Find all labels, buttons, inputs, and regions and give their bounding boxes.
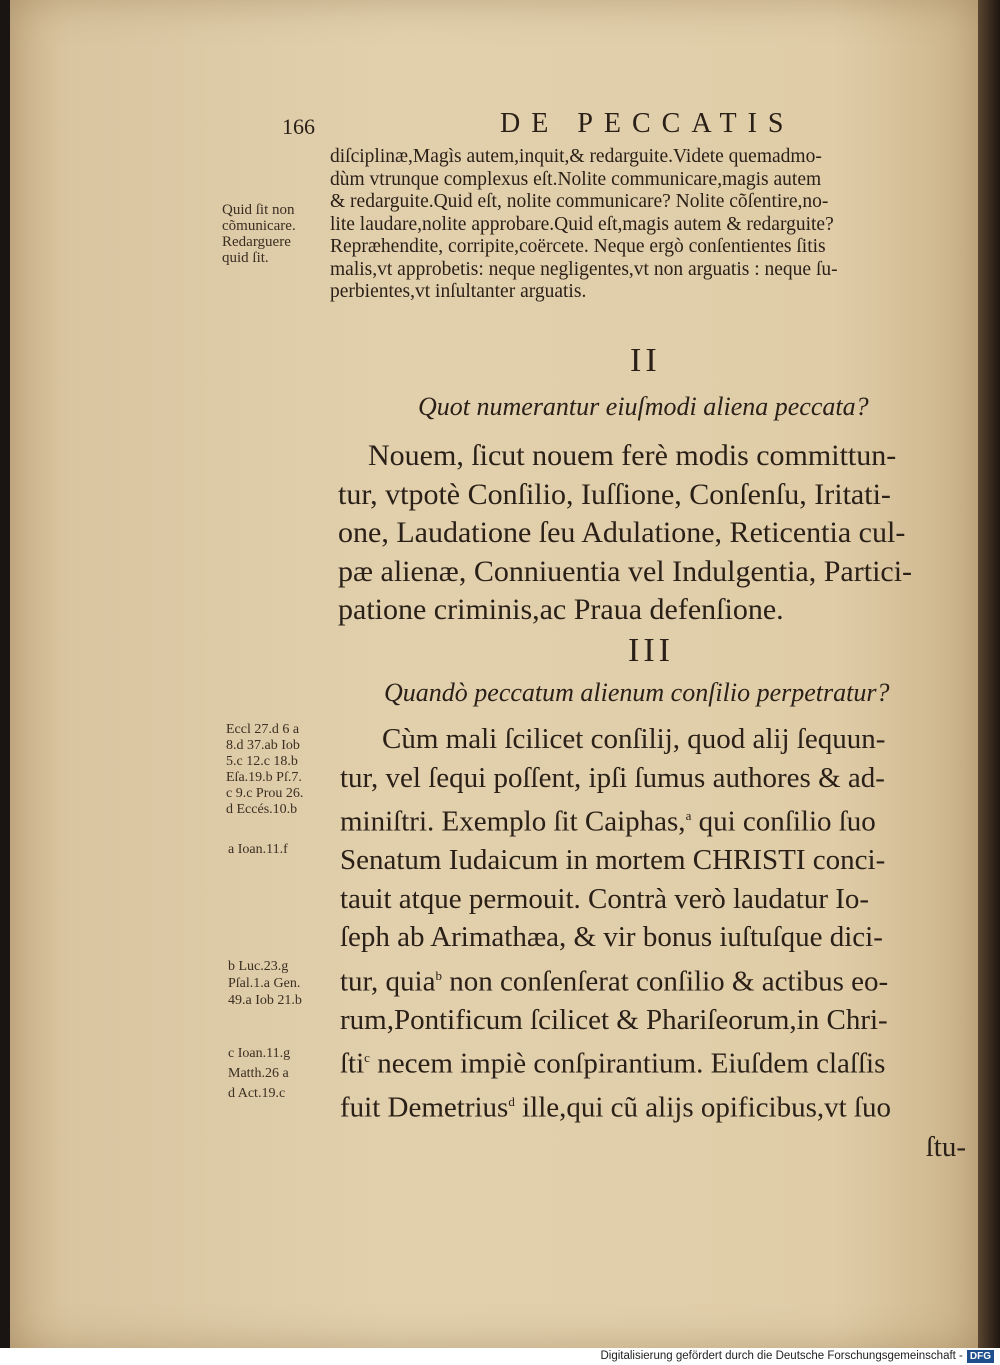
text-line: Nouem, ſicut nouem ferè modis committun- [368, 439, 897, 472]
page-number: 166 [282, 114, 315, 139]
intro-paragraph [330, 146, 978, 304]
margin-line: cõmunicare. [222, 218, 296, 234]
text-line: malis,vt approbetis: neque negligentes,vt non arguatis : neque ſu- [330, 258, 838, 280]
margin-ref-b [228, 958, 302, 1009]
text-line: pæ alienæ, Conniuentia vel Indulgentia, Partici- [338, 554, 913, 588]
margin-line: 8.d 37.ab Iob [226, 738, 300, 753]
catchword: ſtu- [925, 1130, 966, 1163]
section-number-ii: II [630, 342, 661, 379]
margin-note-top [222, 202, 296, 266]
text-span: necem impiè conſpirantium. Eiuſdem claſſis [369, 1047, 886, 1080]
margin-line: quid ſit. [222, 250, 269, 266]
text-line: rum,Pontificum ſcilicet & Phariſeorum,in Chri- [340, 1003, 888, 1036]
text-line: Cùm mali ſcilicet conſilij, quod alij ſequun- [382, 723, 886, 755]
text-line: patione criminis,ac Praua defenſione. [338, 593, 784, 626]
text-line: Senatum Iudaicum in mortem CHRISTI conci- [340, 844, 886, 877]
margin-line: d Eccés.10.b [226, 802, 298, 817]
footer-text: Digitalisierung gefördert durch die Deutsche Forschungsgemeinschaft - [600, 1350, 963, 1362]
section-answer-ii [338, 437, 978, 630]
margin-line: Eſa.19.b Pſ.7. [226, 770, 302, 785]
section-question-ii: Quot numerantur eiuſmodi aliena peccata? [418, 392, 869, 421]
margin-line: 5.c 12.c 18.b [226, 754, 298, 769]
text-span: ſti [340, 1047, 365, 1080]
section-number-iii: III [628, 632, 674, 669]
text-line: diſciplinæ,Magìs autem,inquit,& redarguite.Videte quemadmo- [330, 146, 822, 167]
text-line: dùm vtrunque complexus eſt.Nolite communicare,magis autem [330, 168, 822, 190]
digitization-footer [0, 1348, 1000, 1365]
text-line [340, 957, 980, 1001]
text-line: Repræhendite, corripite,coërcete. Neque ergò conſentientes ſitis [330, 236, 826, 257]
margin-ref-a: a Ioan.11.f [228, 842, 288, 857]
margin-ref-c [228, 1044, 290, 1104]
footnote-marker: a [685, 808, 692, 823]
text-span: qui conſilio ſuo [691, 805, 876, 838]
text-span: fuit Demetrius [340, 1092, 509, 1125]
text-line: ſeph ab Arimathæa, & vir bonus iuſtuſque dici- [340, 921, 883, 954]
section-answer-iii [340, 720, 980, 1166]
margin-line: Quid ſit non [222, 202, 295, 218]
text-span: tur, quia [340, 965, 436, 998]
footnote-marker: c [364, 1050, 370, 1066]
footnote-marker: b [435, 967, 442, 983]
margin-line: b Luc.23.g [228, 959, 289, 974]
text-line [340, 1039, 980, 1083]
margin-line: Eccl 27.d 6 a [226, 722, 300, 737]
margin-line: 49.a Iob 21.b [228, 993, 302, 1008]
margin-line: c Ioan.11.g [228, 1046, 291, 1061]
text-line: tauit atque permouit. Contrà verò laudatur Io- [340, 882, 870, 915]
footnote-marker: d [508, 1094, 515, 1110]
margin-line: d Act.19.c [228, 1086, 286, 1101]
margin-line: Redarguere [222, 234, 291, 250]
text-span: non conſenſerat conſilio & actibus eo- [441, 965, 889, 998]
dfg-logo: DFG [967, 1350, 994, 1363]
text-line: one, Laudatione ſeu Adulatione, Reticentia cul- [338, 516, 906, 549]
margin-refs-1 [226, 722, 303, 818]
text-line: & redarguite.Quid eſt, nolite communicare? Nolite cõſentire,no- [330, 191, 829, 212]
text-line [340, 797, 980, 841]
margin-line: Pſal.1.a Gen. [228, 976, 301, 991]
text-line [340, 1083, 980, 1127]
text-line: tur, vtpotè Conſilio, Iuſſione, Conſenſu, Iritati- [338, 477, 891, 511]
running-title: DE PECCATIS [500, 108, 795, 139]
margin-line: Matth.26 a [228, 1066, 289, 1081]
section-question-iii: Quandò peccatum alienum conſilio perpetratur? [384, 678, 890, 707]
text-span: miniſtri. Exemplo ſit Caiphas, [340, 805, 686, 838]
text-line: perbientes,vt inſultanter arguatis. [330, 281, 587, 302]
text-line: tur, vel ſequi poſſent, ipſi ſumus authores & ad- [340, 761, 885, 794]
text-span: ille,qui cũ alijs opificibus,vt ſuo [514, 1092, 891, 1125]
text-line: lite laudare,nolite approbare.Quid eſt,magis autem & redarguite? [330, 213, 834, 235]
margin-line: c 9.c Prou 26. [226, 786, 304, 801]
book-spine [978, 0, 1000, 1348]
